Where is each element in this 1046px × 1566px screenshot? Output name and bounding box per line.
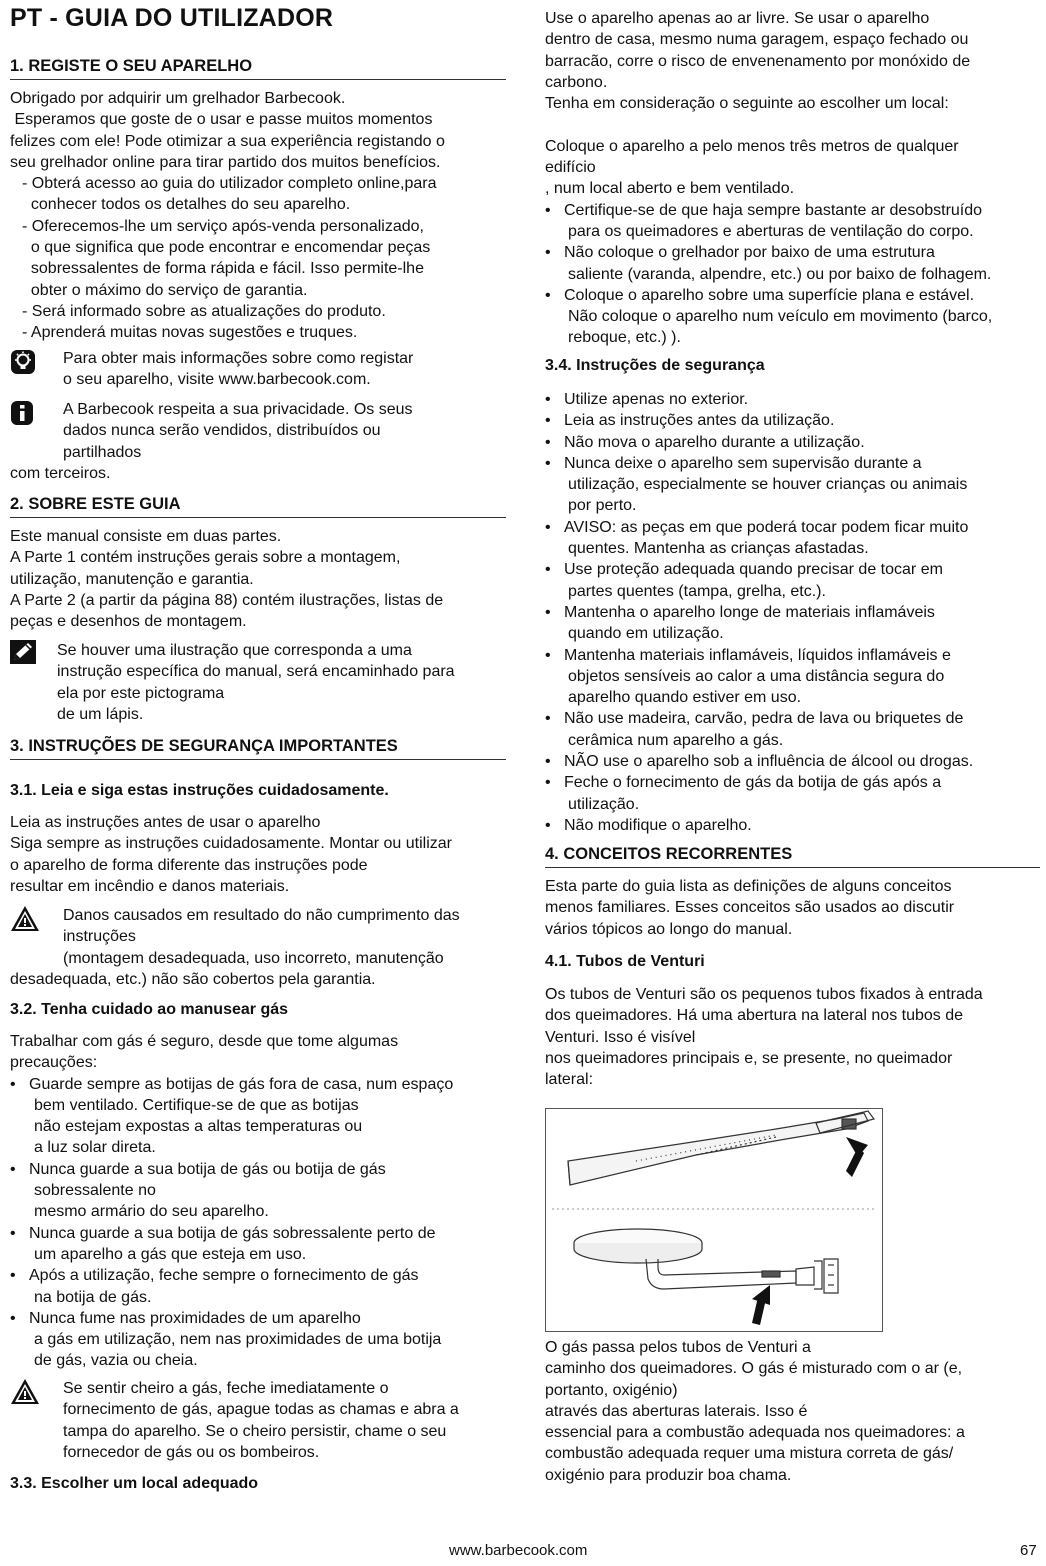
text-line: • Após a utilização, feche sempre o fornecimento de gás (29, 1267, 419, 1285)
section-4-1-heading: 4.1. Tubos de Venturi (545, 953, 705, 970)
warranty-warning (10, 905, 510, 990)
text-line: nos queimadores principais e, se presente, no queimador (545, 1049, 953, 1067)
benefit-line: - Será informado sobre as atualizações do produto. (22, 302, 386, 320)
text-line: • Não mova o aparelho durante a utilização. (564, 433, 865, 451)
text-line: Para obter mais informações sobre como registar (63, 350, 414, 367)
text-line: Não coloque o aparelho num veículo em movimento (barco, (568, 308, 993, 326)
page-number: 67 (1020, 1542, 1037, 1559)
text-line: dados nunca serão vendidos, distribuídos ou (63, 422, 381, 440)
text-line: precauções: (10, 1054, 98, 1072)
list-item (545, 772, 1045, 815)
text-line: quando em utilização. (568, 625, 724, 643)
text-line: • Coloque o aparelho sobre uma superfície plana e estável. (564, 286, 975, 304)
benefit-line: - Oferecemos-lhe um serviço após-venda personalizado, (22, 217, 424, 235)
text-line: dentro de casa, mesmo numa garagem, espaço fechado ou (545, 31, 969, 49)
list-item (545, 200, 1045, 243)
section-2-heading: 2. SOBRE ESTE GUIA (10, 495, 506, 518)
text-line: • NÃO use o aparelho sob a influência de álcool ou drogas. (564, 753, 974, 771)
text-line: • Nunca fume nas proximidades de um aparelho (29, 1309, 361, 1327)
venturi-tubes-figure (545, 1108, 883, 1332)
list-item (10, 1308, 510, 1372)
text-line: Esperamos que goste de o usar e passe muitos momentos (10, 111, 433, 129)
text-line: essencial para a combustão adequada nos queimadores: a (545, 1424, 965, 1442)
text-line: caminho dos queimadores. O gás é misturado com o ar (e, (545, 1360, 963, 1378)
warning-icon (10, 905, 40, 932)
arrow-icon (752, 1285, 770, 1325)
benefit-line: sobressalentes de forma rápida e fácil. Isso permite-lhe (22, 260, 424, 278)
text-line: bem ventilado. Certifique-se de que as botijas (34, 1096, 359, 1114)
text-line: O gás passa pelos tubos de Venturi a (545, 1339, 811, 1356)
info-icon (10, 399, 34, 427)
text-line: vários tópicos ao longo do manual. (545, 920, 793, 938)
section-2-body (10, 526, 506, 632)
section-3-1-heading: 3.1. Leia e siga estas instruções cuidadosamente. (10, 782, 389, 799)
list-item (545, 517, 1045, 560)
list-item (10, 1159, 510, 1223)
section-3-3-body (545, 8, 1045, 349)
text-line: por perto. (568, 497, 637, 515)
text-line: com terceiros. (10, 464, 111, 482)
list-item (545, 389, 1045, 410)
lightbulb-icon (10, 348, 36, 376)
benefit-line: conhecer todos os detalhes do seu aparelho. (22, 196, 351, 214)
text-line: ela por este pictograma (57, 684, 225, 702)
text-line: o aparelho de forma diferente das instruções pode (10, 856, 368, 874)
text-line: edifício (545, 159, 596, 177)
text-line: a gás em utilização, nem nas proximidades de uma botija (34, 1331, 442, 1349)
benefit-line: o que significa que pode encontrar e encomendar peças (22, 239, 431, 257)
venturi-explanation (545, 1337, 1045, 1486)
text-line: um aparelho a gás que esteja em uso. (34, 1245, 307, 1263)
blank-line (545, 114, 1045, 135)
text-line: Leia as instruções antes de usar o aparelho (10, 814, 321, 831)
text-line: • Não coloque o grelhador por baixo de uma estrutura (564, 244, 935, 262)
list-item (10, 1265, 510, 1308)
text-line: partilhados (63, 443, 142, 461)
text-line: fornecimento de gás, apague todas as chamas e abra a (63, 1401, 459, 1419)
text-line: barracão, corre o risco de envenenamento por monóxido de (545, 52, 971, 70)
text-line: utilização. (568, 795, 640, 813)
main-burner-tube (568, 1111, 874, 1185)
list-item (545, 645, 1045, 709)
page-title: PT - GUIA DO UTILIZADOR (10, 4, 334, 32)
text-line: • Use proteção adequada quando precisar de tocar em (564, 561, 943, 579)
text-line: através das aberturas laterais. Isso é (545, 1402, 808, 1420)
pencil-icon (10, 640, 36, 664)
section-4-1-body (545, 984, 1045, 1090)
text-line: instrução específica do manual, será encaminhado para (57, 663, 455, 681)
text-line: partes quentes (tampa, grelha, etc.). (568, 582, 826, 600)
text-line: mesmo armário do seu aparelho. (34, 1203, 269, 1221)
text-line: carbono. (545, 73, 608, 91)
section-4-body (545, 876, 1045, 940)
text-line: Se houver uma ilustração que corresponda a uma (57, 642, 412, 659)
list-item (545, 410, 1045, 431)
text-line: oxigénio para produzir boa chama. (545, 1466, 792, 1484)
text-line: A Parte 1 contém instruções gerais sobre a montagem, (10, 549, 401, 567)
text-line: utilização, especialmente se houver crianças ou animais (568, 476, 968, 494)
text-line: desadequada, etc.) não são cobertos pela garantia. (10, 970, 376, 988)
benefit-line: - Aprenderá muitas novas sugestões e truques. (22, 324, 358, 342)
text-line: , num local aberto e bem ventilado. (545, 180, 795, 198)
text-line: aparelho quando estiver em uso. (568, 689, 802, 707)
text-line: • Nunca guarde a sua botija de gás sobressalente perto de (29, 1224, 436, 1242)
section-1-intro (10, 88, 506, 344)
list-item (545, 453, 1045, 517)
text-line: sobressalente no (34, 1182, 156, 1200)
benefit-line: - Obterá acesso ao guia do utilizador completo online,para (22, 175, 437, 193)
text-line: quentes. Mantenha as crianças afastadas. (568, 540, 869, 558)
list-item (545, 602, 1045, 645)
text-line: seu grelhador online para tirar partido dos muitos benefícios. (10, 153, 441, 171)
warning-icon (10, 1378, 40, 1405)
list-item (10, 1074, 510, 1159)
section-3-heading: 3. INSTRUÇÕES DE SEGURANÇA IMPORTANTES (10, 737, 506, 760)
list-item (545, 432, 1045, 453)
text-line: • Certifique-se de que haja sempre bastante ar desobstruído (564, 201, 983, 219)
footer-url: www.barbecook.com (449, 1542, 588, 1559)
text-line: portanto, oxigénio) (545, 1381, 678, 1399)
side-burner (574, 1229, 838, 1293)
text-line: felizes com ele! Pode otimizar a sua experiência registando o (10, 132, 445, 150)
text-line: (montagem desadequada, uso incorreto, manutenção (63, 949, 444, 967)
text-line: peças e desenhos de montagem. (10, 613, 247, 631)
text-line: Venturi. Isso é visível (545, 1028, 696, 1046)
text-line: Trabalhar com gás é seguro, desde que tome algumas (10, 1033, 399, 1050)
text-line: Se sentir cheiro a gás, feche imediatamente o (63, 1380, 389, 1397)
list-item (545, 285, 1045, 349)
text-line: • Não modifique o aparelho. (564, 816, 752, 834)
text-line: fornecedor de gás ou os bombeiros. (63, 1443, 320, 1461)
text-line: • Não use madeira, carvão, pedra de lava ou briquetes de (564, 710, 964, 728)
section-1-heading: 1. REGISTE O SEU APARELHO (10, 57, 506, 80)
text-line: utilização, manutenção e garantia. (10, 570, 254, 588)
text-line: saliente (varanda, alpendre, etc.) ou por baixo de folhagem. (568, 265, 992, 283)
list-item (545, 559, 1045, 602)
list-item (545, 815, 1045, 836)
text-line: objetos sensíveis ao calor a uma distância segura do (568, 667, 945, 685)
text-line: tampa do aparelho. Se o cheiro persistir, chame o seu (63, 1422, 447, 1440)
text-line: • Nunca guarde a sua botija de gás ou botija de gás (29, 1160, 386, 1178)
arrow-icon (846, 1137, 868, 1177)
section-3-2-body (10, 1031, 510, 1372)
pencil-note (10, 640, 506, 725)
text-line: combustão adequada requer uma mistura correta de gás/ (545, 1445, 954, 1463)
text-line: • Leia as instruções antes da utilização. (564, 412, 835, 430)
text-line: Este manual consiste em duas partes. (10, 528, 282, 545)
text-line: • Mantenha materiais inflamáveis, líquidos inflamáveis e (564, 646, 951, 664)
text-line: não estejam expostas a altas temperaturas ou (34, 1118, 363, 1136)
text-line: • Nunca deixe o aparelho sem supervisão durante a (564, 454, 922, 472)
text-line: dos queimadores. Há uma abertura na lateral nos tubos de (545, 1007, 964, 1025)
text-line: Use o aparelho apenas ao ar livre. Se usar o aparelho (545, 10, 930, 27)
text-line: • Guarde sempre as botijas de gás fora de casa, num espaço (29, 1075, 454, 1093)
section-3-4-list (545, 389, 1045, 836)
section-4-heading: 4. CONCEITOS RECORRENTES (545, 845, 1040, 868)
text-line: menos familiares. Esses conceitos são usados ao discutir (545, 899, 955, 917)
text-line: Coloque o aparelho a pelo menos três metros de qualquer (545, 137, 959, 155)
text-line: de gás, vazia ou cheia. (34, 1352, 198, 1370)
tip-note (10, 348, 506, 391)
text-line: Tenha em consideração o seguinte ao escolher um local: (545, 95, 949, 113)
text-line: reboque, etc.) ). (568, 329, 681, 347)
section-3-1-body (10, 812, 506, 897)
section-3-2-heading: 3.2. Tenha cuidado ao manusear gás (10, 1001, 289, 1018)
privacy-note (10, 399, 506, 484)
text-line: • Utilize apenas no exterior. (564, 391, 749, 408)
text-line: • Feche o fornecimento de gás da botija de gás após a (564, 774, 942, 792)
text-line: • Mantenha o aparelho longe de materiais inflamáveis (564, 603, 935, 621)
section-3-3-heading: 3.3. Escolher um local adequado (10, 1475, 259, 1492)
text-line: cerâmica num aparelho a gás. (568, 731, 784, 749)
text-line: Esta parte do guia lista as definições de alguns conceitos (545, 878, 952, 895)
text-line: A Barbecook respeita a sua privacidade. Os seus (63, 401, 413, 418)
text-line: a luz solar direta. (34, 1139, 156, 1157)
list-item (545, 708, 1045, 751)
gas-smell-warning (10, 1378, 510, 1463)
list-item (10, 1223, 510, 1266)
text-line: de um lápis. (57, 705, 144, 723)
text-line: Os tubos de Venturi são os pequenos tubos fixados à entrada (545, 986, 983, 1003)
text-line: lateral: (545, 1071, 594, 1089)
benefit-line: obter o máximo do serviço de garantia. (22, 281, 308, 299)
text-line: instruções (63, 928, 136, 946)
text-line: resultar em incêndio e danos materiais. (10, 877, 290, 895)
text-line: na botija de gás. (34, 1288, 152, 1306)
text-line: Danos causados em resultado do não cumprimento das (63, 907, 460, 924)
text-line: para os queimadores e aberturas de ventilação do corpo. (568, 222, 974, 240)
text-line: • AVISO: as peças em que poderá tocar podem ficar muito (564, 518, 969, 536)
venturi-illustration (546, 1109, 882, 1331)
list-item (545, 242, 1045, 285)
text-line: Siga sempre as instruções cuidadosamente. Montar ou utilizar (10, 835, 452, 853)
text-line: A Parte 2 (a partir da página 88) contém ilustrações, listas de (10, 591, 444, 609)
text-line: Obrigado por adquirir um grelhador Barbecook. (10, 90, 346, 107)
text-line: o seu aparelho, visite www.barbecook.com. (63, 371, 371, 389)
list-item (545, 751, 1045, 772)
section-3-4-heading: 3.4. Instruções de segurança (545, 357, 765, 374)
